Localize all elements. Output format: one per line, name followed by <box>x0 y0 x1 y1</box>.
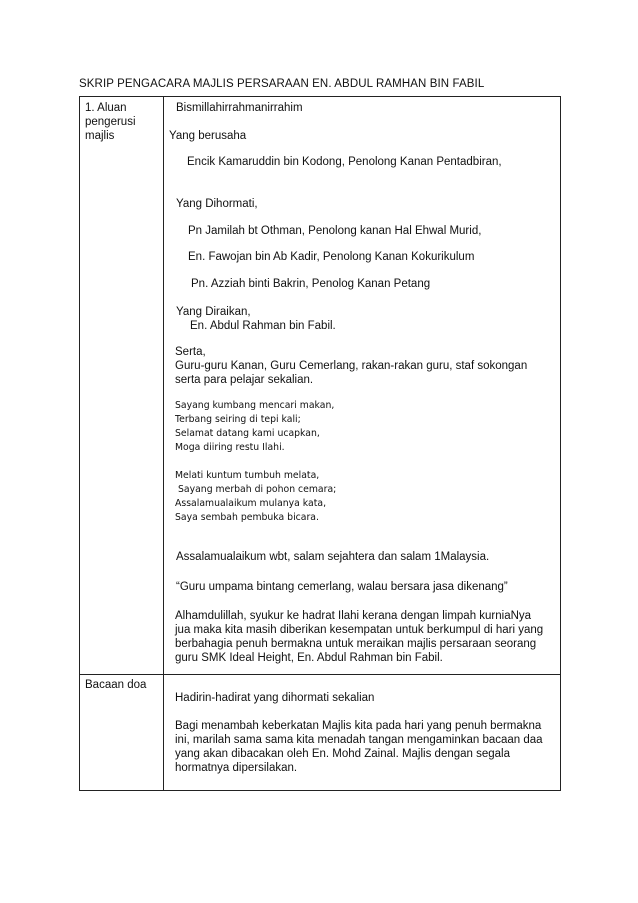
line-guru-1: Guru-guru Kanan, Guru Cemerlang, rakan-rakan guru, staf sokongan <box>175 360 528 372</box>
pantun-2-line-3: Assalamualaikum mulanya kata, <box>175 498 327 509</box>
line-alhamdulillah-1: Alhamdulillah, syukur ke hadrat Ilahi kerana dengan limpah kurniaNya <box>175 610 532 622</box>
line-encik-kamaruddin: Encik Kamaruddin bin Kodong, Penolong Kanan Pentadbiran, <box>187 156 502 168</box>
line-bagi-2: ini, marilah sama sama kita menadah tangan mengaminkan bacaan daa <box>175 734 543 746</box>
document-title: SKRIP PENGACARA MAJLIS PERSARAAN EN. ABDUL RAMHAN BIN FABIL <box>79 78 485 90</box>
line-yang-diraikan: Yang Diraikan, <box>176 306 251 318</box>
line-yang-berusaha: Yang berusaha <box>169 130 247 142</box>
line-alhamdulillah-4: guru SMK Ideal Height, En. Abdul Rahman bin Fabil. <box>175 652 443 664</box>
line-pn-azziah: Pn. Azziah binti Bakrin, Penolog Kanan Petang <box>191 278 431 290</box>
pantun-2-line-2: Sayang merbah di pohon cemara; <box>178 484 337 495</box>
pantun-2-line-4: Saya sembah pembuka bicara. <box>175 512 319 523</box>
row-label-aluan: 1. Aluan <box>85 102 127 114</box>
row-label-bacaan-doa: Bacaan doa <box>85 679 147 691</box>
pantun-1-line-4: Moga diiring restu Ilahi. <box>175 442 285 453</box>
line-hadirin: Hadirin-hadirat yang dihormati sekalian <box>175 692 375 704</box>
column-divider <box>163 97 164 790</box>
row-label-majlis: majlis <box>85 130 115 142</box>
line-bagi-3: yang akan dibacakan oleh En. Mohd Zainal. Majlis dengan segala <box>175 748 510 760</box>
row-label-pengerusi: pengerusi <box>85 116 136 128</box>
line-salam: Assalamualaikum wbt, salam sejahtera dan salam 1Malaysia. <box>176 551 490 563</box>
pantun-1-line-3: Selamat datang kami ucapkan, <box>175 428 320 439</box>
pantun-2-line-1: Melati kuntum tumbuh melata, <box>175 470 320 481</box>
line-en-fawojan: En. Fawojan bin Ab Kadir, Penolong Kanan Kokurikulum <box>188 251 475 263</box>
line-alhamdulillah-3: berbahagia penuh bermakna untuk meraikan majlis persaraan seorang <box>175 638 537 650</box>
line-bagi-1: Bagi menambah keberkatan Majlis kita pada hari yang penuh bermakna <box>175 720 542 732</box>
line-alhamdulillah-2: jua maka kita masih diberikan kesempatan untuk berkumpul di hari yang <box>175 624 544 636</box>
line-serta: Serta, <box>175 346 206 358</box>
line-pn-jamilah: Pn Jamilah bt Othman, Penolong kanan Hal Ehwal Murid, <box>188 225 482 237</box>
pantun-1-line-2: Terbang seiring di tepi kali; <box>175 414 301 425</box>
line-bismillah: Bismillahirrahmanirrahim <box>176 102 303 114</box>
row-divider <box>80 674 560 675</box>
line-yang-dihormati: Yang Dihormati, <box>176 198 258 210</box>
line-guru-2: serta para pelajar sekalian. <box>175 374 314 386</box>
line-bagi-4: hormatnya dipersilakan. <box>175 762 298 774</box>
script-table <box>79 96 561 791</box>
line-en-abdul: En. Abdul Rahman bin Fabil. <box>190 320 336 332</box>
pantun-1-line-1: Sayang kumbang mencari makan, <box>175 400 335 411</box>
line-quote: “Guru umpama bintang cemerlang, walau bersara jasa dikenang” <box>176 581 508 593</box>
